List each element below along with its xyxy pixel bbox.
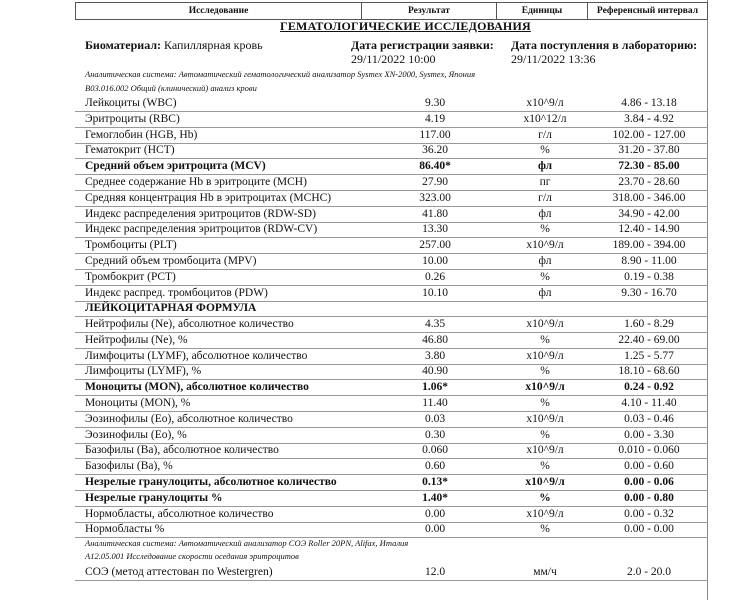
result-value: 10.10 [422, 286, 448, 299]
table-row [75, 491, 708, 506]
biomaterial-label: Биоматериал: [85, 38, 162, 52]
result-value: 117.00 [419, 128, 451, 141]
reference-range: 318.00 - 346.00 [612, 191, 686, 204]
table-row [75, 96, 708, 111]
reference-range: 0.00 - 3.30 [624, 428, 674, 441]
test-name: Гематокрит (HCT) [85, 144, 175, 157]
reference-range: 3.84 - 4.92 [624, 112, 674, 125]
table-row [75, 396, 708, 411]
table-row [75, 317, 708, 332]
unit-value: x10^9/л [526, 444, 564, 457]
reference-range: 72.30 - 85.00 [618, 160, 680, 173]
result-value: 0.00 [424, 507, 446, 520]
unit-value: фл [537, 160, 553, 173]
reference-range: 102.00 - 127.00 [612, 128, 686, 141]
header-reference: Референсный интервал [588, 3, 708, 20]
test-name: Индекс распределения эритроцитов (RDW-SD) [85, 207, 316, 220]
unit-value: фл [538, 255, 552, 267]
result-value: 41.80 [422, 207, 448, 220]
table-row [75, 443, 708, 458]
table-row [75, 364, 708, 379]
unit-value: x10^9/л [525, 381, 565, 394]
reference-range: 0.24 - 0.92 [624, 381, 674, 394]
header-units: Единицы [497, 3, 588, 20]
table-row [75, 475, 708, 490]
table-row [75, 428, 708, 443]
result-value: 0.060 [422, 444, 448, 457]
table-row [75, 522, 708, 537]
reference-range: 0.00 - 0.00 [624, 523, 674, 536]
reference-range: 189.00 - 394.00 [612, 239, 686, 252]
result-value: 3.80 [424, 349, 446, 362]
reference-range: 2.0 - 20.0 [626, 566, 672, 578]
test-name: Нормобласты, абсолютное количество [85, 507, 274, 520]
test-name: СОЭ (метод аттестован по Westergren) [85, 566, 273, 578]
result-value: 12.0 [424, 566, 446, 578]
result-value: 27.90 [422, 176, 448, 188]
unit-value: фл [538, 286, 552, 299]
result-value: 10.00 [422, 255, 448, 267]
reference-range: 12.40 - 14.90 [618, 223, 680, 236]
unit-value: x10^9/л [525, 476, 565, 488]
test-name: Средний объем тромбоцита (MPV) [85, 255, 257, 267]
table-row [75, 159, 708, 174]
result-value: 0.60 [424, 460, 446, 473]
result-value: 323.00 [419, 191, 451, 204]
result-value: 9.30 [424, 97, 446, 109]
table-row [75, 270, 708, 285]
test-name: Тромбоциты (PLT) [85, 239, 177, 252]
unit-value: % [540, 223, 550, 236]
table-row [75, 286, 708, 301]
table-row [75, 349, 708, 364]
unit-value: x10^12/л [523, 112, 567, 125]
lab-report-page [75, 0, 708, 600]
test-name: Среднее содержание Hb в эритроците (MCH) [85, 176, 307, 188]
reference-range: 0.19 - 0.38 [624, 270, 674, 283]
test-name: Незрелые гранулоциты, абсолютное количество [85, 476, 337, 488]
table-row [75, 191, 708, 206]
unit-value: % [540, 144, 550, 157]
test-name: Лимфоциты (LYMF), % [85, 365, 202, 378]
result-value: 36.20 [422, 144, 448, 157]
test-name: Средний объем эритроцита (MCV) [85, 160, 266, 173]
header-test: Исследование [76, 3, 362, 20]
section-title: ГЕМАТОЛОГИЧЕСКИЕ ИССЛЕДОВАНИЯ [280, 19, 531, 33]
reference-range: 18.10 - 68.60 [618, 365, 680, 378]
reference-range: 0.00 - 0.06 [624, 476, 674, 488]
table-row [75, 254, 708, 269]
table-row [75, 175, 708, 190]
row-separator [75, 580, 708, 581]
result-value: 0.13* [422, 476, 448, 488]
unit-value: % [540, 523, 550, 536]
unit-value: г/л [538, 128, 552, 141]
table-header [75, 2, 708, 20]
test-name: Эритроциты (RBC) [85, 112, 180, 125]
analysis-code-2: A12.05.001 Исследование скорости оседания эритроцитов [85, 551, 299, 561]
reference-range: 4.10 - 11.40 [621, 397, 677, 409]
unit-value: x10^9/л [526, 239, 564, 252]
reference-range: 4.86 - 13.18 [621, 97, 677, 109]
unit-value: x10^9/л [526, 349, 564, 362]
unit-value: % [540, 365, 550, 378]
analysis-code-1: B03.016.002 Общий (клинический) анализ крови [85, 83, 257, 93]
table-row [75, 143, 708, 158]
biomaterial [85, 38, 263, 53]
test-name: Нормобласты % [85, 523, 165, 536]
header-result: Результат [362, 3, 497, 20]
reference-range: 0.00 - 0.32 [624, 507, 674, 520]
lab-receipt-label: Дата поступления в лабораторию: [511, 38, 698, 52]
table-row [75, 112, 708, 127]
table-row [75, 222, 708, 237]
reference-range: 8.90 - 11.00 [621, 255, 677, 267]
test-name: Базофилы (Ba), % [85, 460, 173, 473]
table-row [75, 565, 708, 580]
test-name: Эозинофилы (Eo), % [85, 428, 187, 441]
analyzer-note-2: Аналитическая система: Автоматический анализатор СОЭ Roller 20PN, Alifax, Италия [85, 538, 409, 548]
test-name: Гемоглобин (HGB, Hb) [85, 128, 198, 141]
biomaterial-value: Капиллярная кровь [164, 38, 263, 52]
result-value: 1.06* [422, 381, 448, 394]
unit-value: x10^9/л [526, 318, 564, 330]
unit-value: пг [539, 176, 551, 188]
test-name: Эозинофилы (Eo), абсолютное количество [85, 412, 293, 425]
result-value: 0.26 [424, 270, 446, 283]
unit-value: г/л [538, 191, 552, 204]
reference-range: 0.00 - 0.80 [624, 491, 674, 504]
reference-range: 31.20 - 37.80 [618, 144, 680, 157]
test-name: Нейтрофилы (Ne), абсолютное количество [85, 318, 294, 330]
unit-value: x10^9/л [526, 412, 564, 425]
leuko-title: ЛЕЙКОЦИТАРНАЯ ФОРМУЛА [85, 302, 257, 314]
test-name: Моноциты (MON), абсолютное количество [85, 381, 309, 394]
result-value: 1.40* [422, 491, 448, 504]
result-value: 0.30 [424, 428, 446, 441]
reference-range: 0.010 - 0.060 [618, 444, 680, 457]
result-value: 257.00 [419, 239, 451, 252]
test-name: Средняя концентрация Hb в эритроцитах (MCHC) [85, 191, 332, 204]
result-value: 86.40* [419, 160, 451, 173]
reference-range: 22.40 - 69.00 [618, 333, 680, 346]
registration-value: 29/11/2022 10:00 [351, 52, 436, 66]
table-row [75, 412, 708, 427]
unit-value: % [540, 270, 550, 283]
table-row [75, 207, 708, 222]
unit-value: x10^9/л [526, 507, 564, 520]
test-name: Индекс распред. тромбоцитов (PDW) [85, 286, 268, 299]
test-name: Моноциты (MON), % [85, 397, 191, 409]
table-row [75, 128, 708, 143]
reference-range: 23.70 - 28.60 [618, 176, 680, 188]
result-value: 13.30 [422, 223, 448, 236]
table-row [75, 459, 708, 474]
unit-value: x10^9/л [526, 97, 564, 109]
test-name: Лимфоциты (LYMF), абсолютное количество [85, 349, 308, 362]
reference-range: 1.60 - 8.29 [624, 318, 674, 330]
test-name: Тромбокрит (PCT) [85, 270, 176, 283]
unit-value: фл [538, 207, 552, 220]
analyzer-note-1: Аналитическая система: Автоматический гематологический анализатор Sysmex XN-2000, Sysmex, Япония [85, 69, 476, 79]
unit-value: % [540, 397, 550, 409]
reference-range: 1.25 - 5.77 [624, 349, 674, 362]
result-value: 46.80 [422, 333, 448, 346]
result-value: 40.90 [422, 365, 448, 378]
result-value: 0.03 [424, 412, 446, 425]
reference-range: 0.00 - 0.60 [624, 460, 674, 473]
unit-value: % [540, 460, 550, 473]
test-name: Незрелые гранулоциты % [85, 491, 223, 504]
test-name: Лейкоциты (WBC) [85, 97, 177, 109]
table-row [75, 380, 708, 395]
test-name: Базофилы (Ba), абсолютное количество [85, 444, 279, 457]
result-value: 0.00 [424, 523, 446, 536]
result-value: 4.19 [424, 112, 446, 125]
leuko-title-row [75, 301, 708, 316]
reference-range: 0.03 - 0.46 [624, 412, 674, 425]
registration-label: Дата регистрации заявки: [351, 38, 494, 52]
unit-value: мм/ч [533, 566, 557, 578]
unit-value: % [539, 491, 551, 504]
table-row [75, 333, 708, 348]
lab-receipt-value: 29/11/2022 13:36 [511, 52, 596, 66]
result-value: 11.40 [422, 397, 448, 409]
table-row [75, 238, 708, 253]
unit-value: % [540, 428, 550, 441]
test-name: Индекс распределения эритроцитов (RDW-CV) [85, 223, 318, 236]
test-name: Нейтрофилы (Ne), % [85, 333, 188, 346]
unit-value: % [540, 333, 550, 346]
reference-range: 9.30 - 16.70 [621, 286, 677, 299]
reference-range: 34.90 - 42.00 [618, 207, 680, 220]
table-row [75, 507, 708, 522]
result-value: 4.35 [424, 318, 446, 330]
